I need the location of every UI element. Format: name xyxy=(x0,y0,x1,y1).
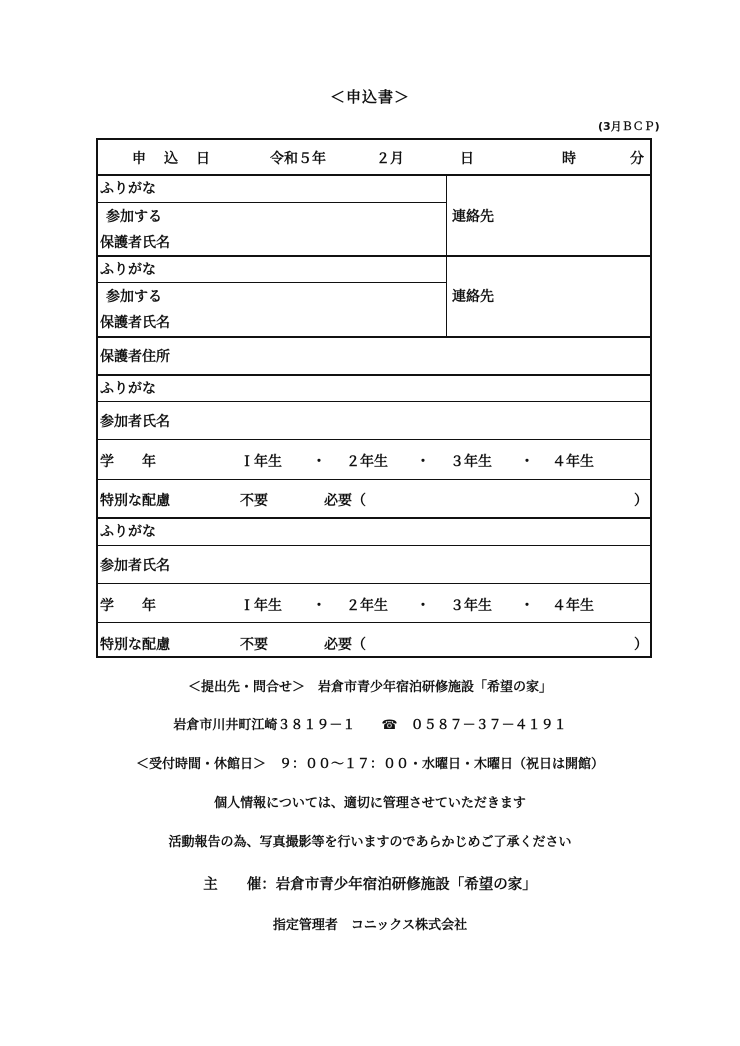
column-divider xyxy=(446,174,447,336)
grade-label: 学 年 xyxy=(100,454,156,470)
grade-label: 学 年 xyxy=(100,598,156,614)
guardian-furigana-label: ふりがな xyxy=(100,181,156,197)
facility-address-phone: 岩倉市川井町江崎３８１９－１ ☎ ０５８７－３７－４１９１ xyxy=(173,718,567,733)
guardian-contact-label: 連絡先 xyxy=(452,209,494,225)
row-divider xyxy=(98,583,650,584)
form-code: (3月ＢＣＰ) xyxy=(598,120,660,133)
row-divider xyxy=(98,517,650,519)
care-close-paren: ） xyxy=(634,493,648,509)
date-day[interactable]: 日 xyxy=(460,151,474,167)
row-divider xyxy=(98,336,650,338)
care-not-needed-option[interactable]: 不要 xyxy=(240,493,268,509)
time-minute[interactable]: 分 xyxy=(630,151,644,167)
organizer: 主 催：岩倉市青少年宿泊研修施設「希望の家」 xyxy=(203,877,537,893)
row-divider xyxy=(98,202,446,203)
row-divider xyxy=(98,479,650,480)
grade-option[interactable]: Ｉ年生 xyxy=(240,598,282,614)
row-divider xyxy=(98,622,650,623)
grade-option[interactable]: ２年生 xyxy=(346,598,388,614)
grade-option[interactable]: Ｉ年生 xyxy=(240,454,282,470)
grade-option[interactable]: ２年生 xyxy=(346,454,388,470)
photo-notice: 活動報告の為、写真撮影等を行いますのであらかじめご了承ください xyxy=(168,835,572,850)
special-care-label: 特別な配慮 xyxy=(100,493,170,509)
form-title: ＜申込書＞ xyxy=(329,88,410,106)
care-not-needed-option[interactable]: 不要 xyxy=(240,637,268,653)
row-divider xyxy=(98,545,650,546)
grade-separator: ・ xyxy=(416,454,430,470)
guardian-furigana-label: ふりがな xyxy=(100,262,156,278)
guardian-address-label: 保護者住所 xyxy=(100,349,170,365)
grade-option[interactable]: ４年生 xyxy=(552,454,594,470)
care-close-paren: ） xyxy=(634,637,648,653)
care-needed-option[interactable]: 必要（ xyxy=(324,493,366,509)
guardian-join-label: 参加する xyxy=(106,209,162,225)
grade-separator: ・ xyxy=(520,454,534,470)
special-care-label: 特別な配慮 xyxy=(100,637,170,653)
row-divider xyxy=(98,374,650,376)
grade-separator: ・ xyxy=(416,598,430,614)
grade-separator: ・ xyxy=(520,598,534,614)
grade-separator: ・ xyxy=(312,454,326,470)
application-date-label: 申 込 日 xyxy=(132,151,212,167)
date-era[interactable]: 令和５年 xyxy=(270,151,326,167)
date-month[interactable]: ２月 xyxy=(376,151,404,167)
privacy-notice: 個人情報については、適切に管理させていただきます xyxy=(214,796,526,811)
guardian-name-label: 保護者氏名 xyxy=(100,315,170,331)
guardian-name-label: 保護者氏名 xyxy=(100,235,170,251)
grade-option[interactable]: ４年生 xyxy=(552,598,594,614)
participant-name-label: 参加者氏名 xyxy=(100,414,170,430)
participant-furigana-label: ふりがな xyxy=(100,524,156,540)
reception-hours: ＜受付時間・休館日＞ ９：００～１７：００・水曜日・木曜日（祝日は開館） xyxy=(135,757,604,772)
application-form xyxy=(96,138,652,658)
time-hour[interactable]: 時 xyxy=(562,151,576,167)
row-divider xyxy=(98,401,650,402)
participant-name-label: 参加者氏名 xyxy=(100,558,170,574)
submission-contact: ＜提出先・問合せ＞ 岩倉市青少年宿泊研修施設「希望の家」 xyxy=(187,680,552,695)
guardian-contact-label: 連絡先 xyxy=(452,289,494,305)
row-divider xyxy=(98,439,650,440)
row-divider xyxy=(98,282,446,283)
row-divider xyxy=(98,255,650,257)
guardian-join-label: 参加する xyxy=(106,289,162,305)
grade-option[interactable]: ３年生 xyxy=(450,598,492,614)
row-divider xyxy=(98,174,650,176)
participant-furigana-label: ふりがな xyxy=(100,381,156,397)
grade-option[interactable]: ３年生 xyxy=(450,454,492,470)
grade-separator: ・ xyxy=(312,598,326,614)
designated-manager: 指定管理者 コニックス株式会社 xyxy=(272,918,468,933)
care-needed-option[interactable]: 必要（ xyxy=(324,637,366,653)
